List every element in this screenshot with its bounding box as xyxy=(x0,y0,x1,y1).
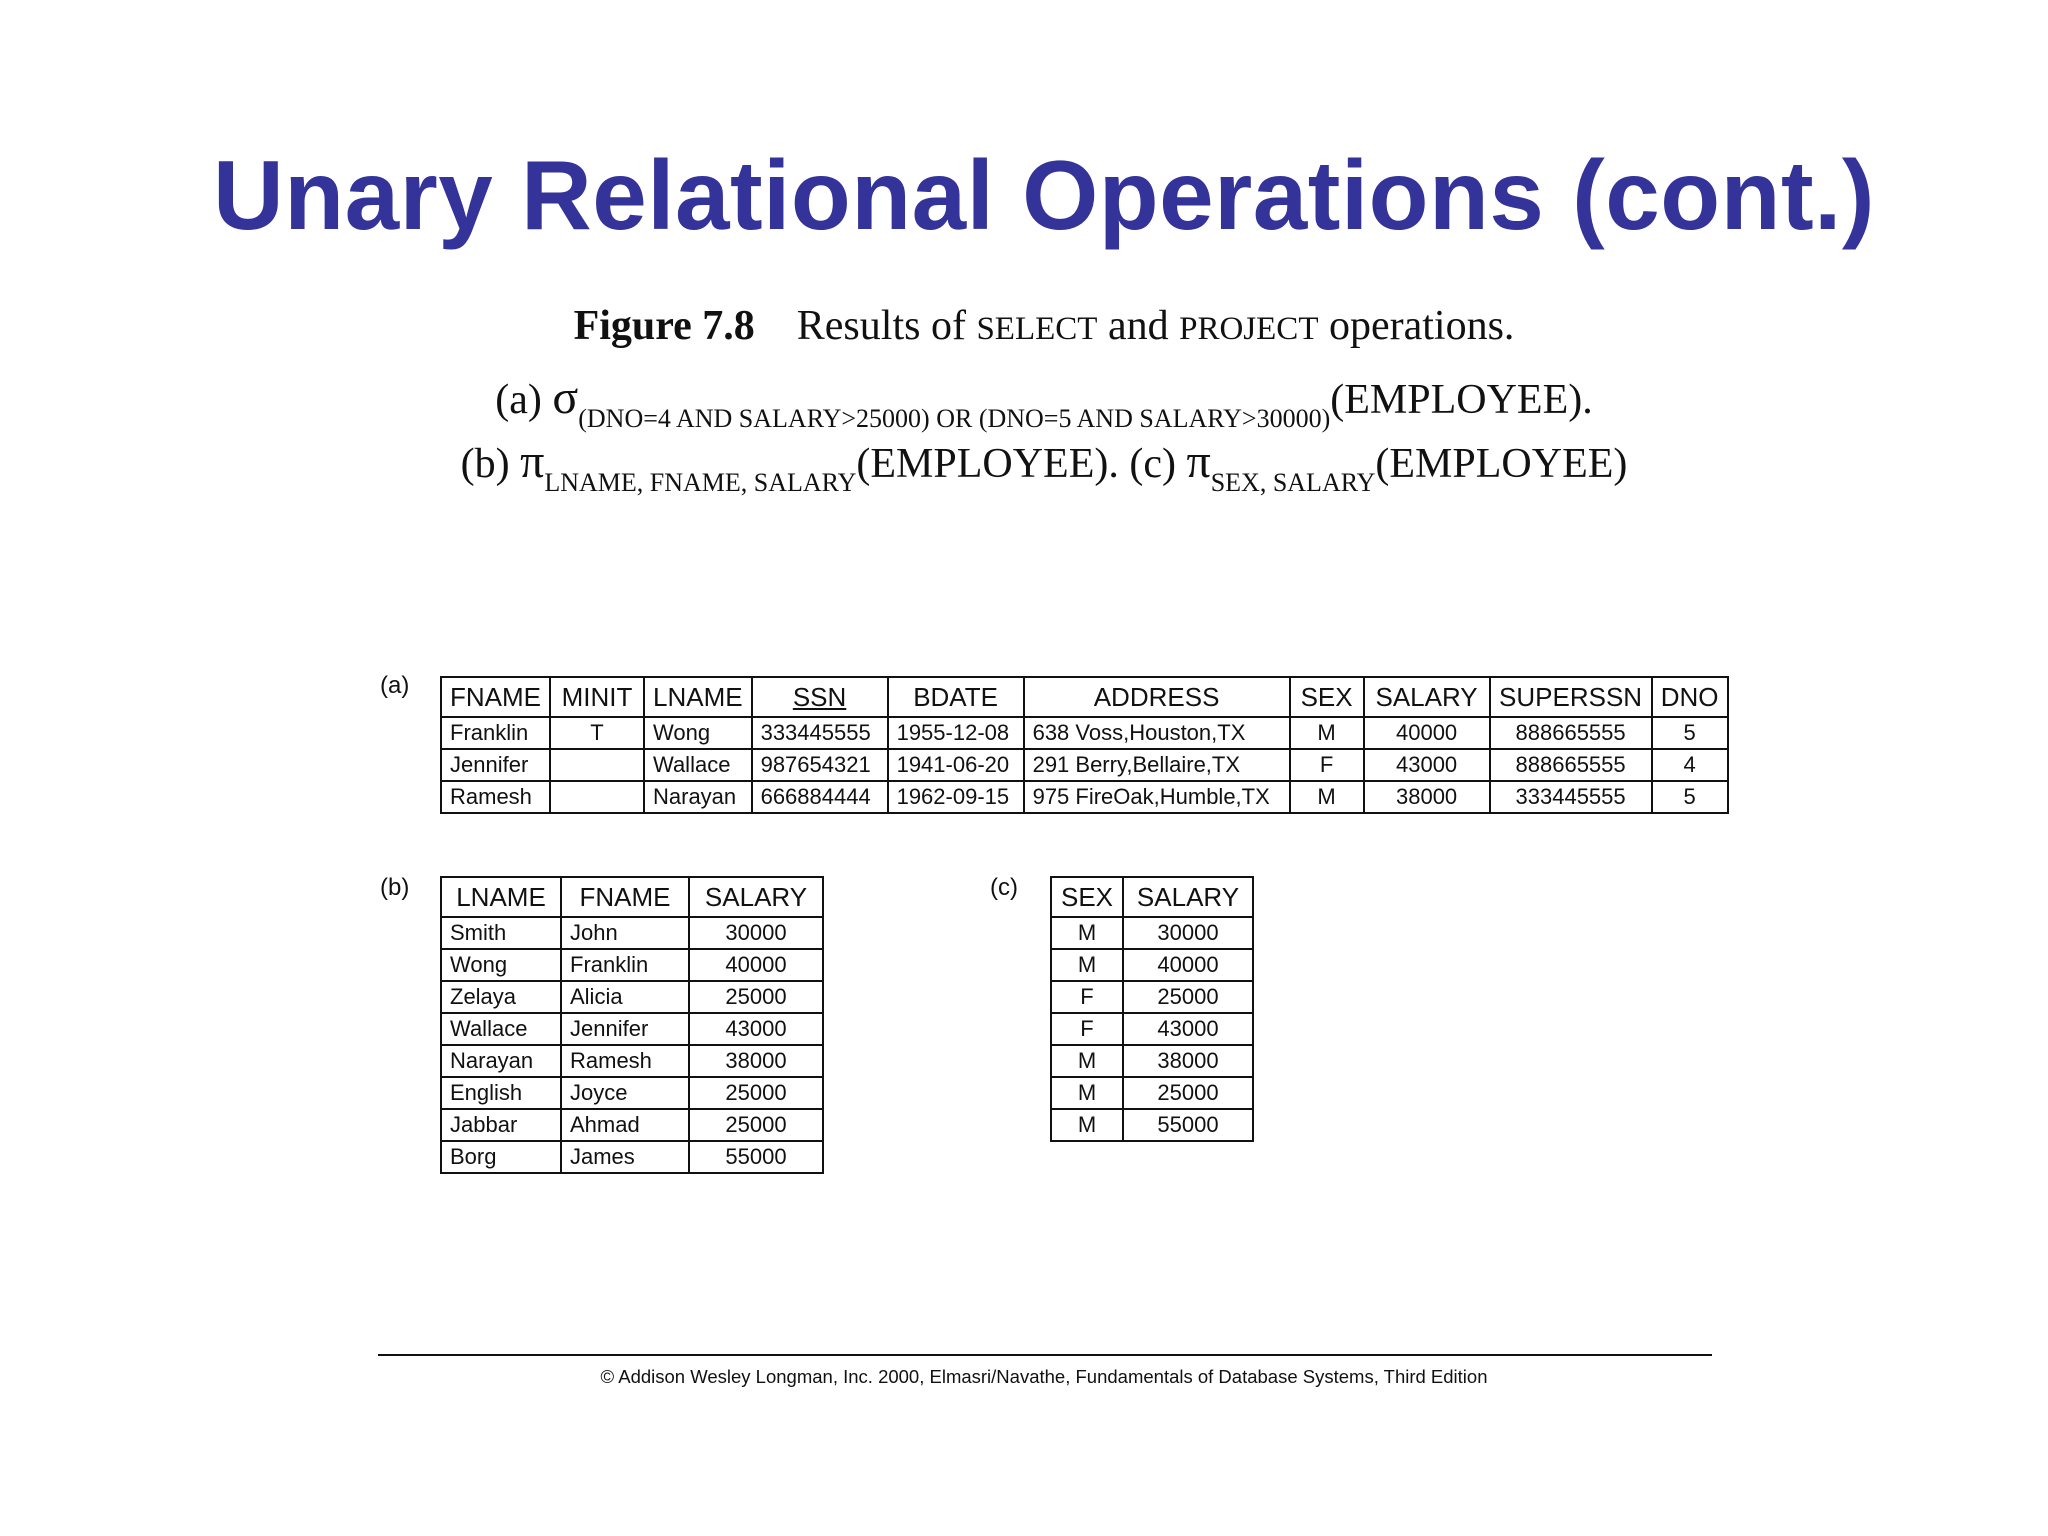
cell-salary: 43000 xyxy=(1364,749,1490,781)
cell-lname: Narayan xyxy=(441,1045,561,1077)
table-row xyxy=(441,1013,823,1045)
cell-minit xyxy=(550,749,644,781)
cell-lname: Wong xyxy=(644,717,752,749)
expr-a-subscript: (DNO=4 AND SALARY>25000) OR (DNO=5 AND SALARY>30000) xyxy=(578,404,1331,433)
pi-symbol: π xyxy=(520,435,545,488)
column-header-bdate: BDATE xyxy=(888,677,1024,717)
table-row xyxy=(1051,1013,1253,1045)
result-table-a xyxy=(440,676,1729,814)
result-table-b xyxy=(440,876,824,1174)
table-header-row xyxy=(1051,877,1253,917)
cell-minit xyxy=(550,781,644,813)
table-row xyxy=(1051,1045,1253,1077)
cell-salary: 43000 xyxy=(1123,1013,1253,1045)
cell-superssn: 333445555 xyxy=(1490,781,1652,813)
cell-sex: M xyxy=(1051,1109,1123,1141)
cell-lname: English xyxy=(441,1077,561,1109)
figure-label: Figure 7.8 xyxy=(573,303,755,349)
cell-dno: 5 xyxy=(1652,781,1728,813)
expr-c-prefix: (c) xyxy=(1129,441,1187,487)
cell-salary: 25000 xyxy=(689,1077,823,1109)
column-header-dno: DNO xyxy=(1652,677,1728,717)
table-row xyxy=(1051,1109,1253,1141)
cell-sex: M xyxy=(1051,917,1123,949)
expr-c-suffix: (EMPLOYEE) xyxy=(1375,441,1628,487)
table-row xyxy=(441,717,1728,749)
cell-sex: M xyxy=(1290,717,1364,749)
footer-divider xyxy=(378,1354,1712,1356)
table-row xyxy=(1051,1077,1253,1109)
expr-b-subscript: LNAME, FNAME, SALARY xyxy=(544,468,857,497)
column-header-lname: LNAME xyxy=(644,677,752,717)
table-row xyxy=(441,949,823,981)
cell-superssn: 888665555 xyxy=(1490,717,1652,749)
column-header-salary: SALARY xyxy=(689,877,823,917)
table-header-row xyxy=(441,677,1728,717)
table-row xyxy=(441,981,823,1013)
table-row xyxy=(441,1141,823,1173)
figure-caption-line xyxy=(0,302,2048,350)
expr-a-suffix: (EMPLOYEE). xyxy=(1330,377,1593,423)
caption-text-mid: and xyxy=(1097,303,1180,349)
cell-bdate: 1941-06-20 xyxy=(888,749,1024,781)
table-row xyxy=(441,1045,823,1077)
cell-sex: M xyxy=(1051,1077,1123,1109)
cell-sex: M xyxy=(1051,1045,1123,1077)
cell-salary: 43000 xyxy=(689,1013,823,1045)
cell-lname: Narayan xyxy=(644,781,752,813)
cell-lname: Wallace xyxy=(644,749,752,781)
slide-title: Unary Relational Operations (cont.) xyxy=(213,140,1875,250)
cell-sex: F xyxy=(1051,981,1123,1013)
cell-fname: James xyxy=(561,1141,689,1173)
cell-salary: 25000 xyxy=(1123,1077,1253,1109)
cell-ssn: 333445555 xyxy=(752,717,888,749)
column-header-salary: SALARY xyxy=(1364,677,1490,717)
cell-sex: F xyxy=(1290,749,1364,781)
table-row xyxy=(1051,949,1253,981)
cell-salary: 40000 xyxy=(1364,717,1490,749)
column-header-sex: SEX xyxy=(1290,677,1364,717)
column-header-address: ADDRESS xyxy=(1024,677,1290,717)
caption-text-pre: Results of xyxy=(796,303,977,349)
cell-fname: Jennifer xyxy=(441,749,550,781)
cell-bdate: 1962-09-15 xyxy=(888,781,1024,813)
caption-expression-bc xyxy=(0,434,2048,498)
cell-address: 975 FireOak,Humble,TX xyxy=(1024,781,1290,813)
cell-address: 291 Berry,Bellaire,TX xyxy=(1024,749,1290,781)
caption-expression-a xyxy=(0,370,2048,434)
column-header-lname: LNAME xyxy=(441,877,561,917)
cell-lname: Jabbar xyxy=(441,1109,561,1141)
cell-fname: Ramesh xyxy=(441,781,550,813)
cell-sex: M xyxy=(1051,949,1123,981)
column-header-salary: SALARY xyxy=(1123,877,1253,917)
table-row xyxy=(1051,981,1253,1013)
cell-fname: Franklin xyxy=(441,717,550,749)
cell-superssn: 888665555 xyxy=(1490,749,1652,781)
cell-address: 638 Voss,Houston,TX xyxy=(1024,717,1290,749)
cell-salary: 40000 xyxy=(689,949,823,981)
cell-fname: Ahmad xyxy=(561,1109,689,1141)
cell-salary: 30000 xyxy=(689,917,823,949)
cell-salary: 38000 xyxy=(1123,1045,1253,1077)
cell-ssn: 987654321 xyxy=(752,749,888,781)
cell-sex: M xyxy=(1290,781,1364,813)
cell-fname: Jennifer xyxy=(561,1013,689,1045)
cell-salary: 40000 xyxy=(1123,949,1253,981)
cell-salary: 25000 xyxy=(689,981,823,1013)
caption-text-post: operations. xyxy=(1318,303,1515,349)
cell-bdate: 1955-12-08 xyxy=(888,717,1024,749)
table-row xyxy=(441,917,823,949)
column-header-fname: FNAME xyxy=(561,877,689,917)
table-row xyxy=(1051,917,1253,949)
cell-lname: Wong xyxy=(441,949,561,981)
cell-dno: 4 xyxy=(1652,749,1728,781)
cell-fname: Franklin xyxy=(561,949,689,981)
expr-a-prefix: (a) xyxy=(495,377,553,423)
panel-label-c: (c) xyxy=(990,874,1018,901)
cell-ssn: 666884444 xyxy=(752,781,888,813)
cell-lname: Borg xyxy=(441,1141,561,1173)
cell-fname: John xyxy=(561,917,689,949)
panel-label-b: (b) xyxy=(380,874,410,901)
column-header-superssn: SUPERSSN xyxy=(1490,677,1652,717)
column-header-fname: FNAME xyxy=(441,677,550,717)
cell-lname: Zelaya xyxy=(441,981,561,1013)
column-header-minit: MINIT xyxy=(550,677,644,717)
caption-select-word: SELECT xyxy=(976,311,1098,347)
column-header-ssn-key: SSN xyxy=(752,677,888,717)
cell-sex: F xyxy=(1051,1013,1123,1045)
copyright-credit: © Addison Wesley Longman, Inc. 2000, Elmasri/Navathe, Fundamentals of Database Systems, Third Edition xyxy=(600,1366,1488,1387)
expr-b-suffix: (EMPLOYEE). xyxy=(856,441,1130,487)
cell-salary: 25000 xyxy=(1123,981,1253,1013)
cell-fname: Joyce xyxy=(561,1077,689,1109)
cell-salary: 55000 xyxy=(1123,1109,1253,1141)
cell-lname: Wallace xyxy=(441,1013,561,1045)
caption-project-word: PROJECT xyxy=(1179,311,1319,347)
cell-dno: 5 xyxy=(1652,717,1728,749)
column-header-sex: SEX xyxy=(1051,877,1123,917)
cell-salary: 25000 xyxy=(689,1109,823,1141)
cell-salary: 38000 xyxy=(1364,781,1490,813)
cell-fname: Alicia xyxy=(561,981,689,1013)
result-table-c xyxy=(1050,876,1254,1142)
table-row xyxy=(441,1109,823,1141)
panel-label-a: (a) xyxy=(380,672,410,699)
cell-fname: Ramesh xyxy=(561,1045,689,1077)
cell-lname: Smith xyxy=(441,917,561,949)
cell-salary: 30000 xyxy=(1123,917,1253,949)
cell-salary: 38000 xyxy=(689,1045,823,1077)
table-row xyxy=(441,1077,823,1109)
table-row xyxy=(441,749,1728,781)
expr-b-prefix: (b) xyxy=(460,441,521,487)
pi-symbol: π xyxy=(1186,435,1211,488)
table-row xyxy=(441,781,1728,813)
expr-c-subscript: SEX, SALARY xyxy=(1210,468,1376,497)
table-header-row xyxy=(441,877,823,917)
sigma-symbol: σ xyxy=(552,371,579,424)
cell-minit: T xyxy=(550,717,644,749)
cell-salary: 55000 xyxy=(689,1141,823,1173)
